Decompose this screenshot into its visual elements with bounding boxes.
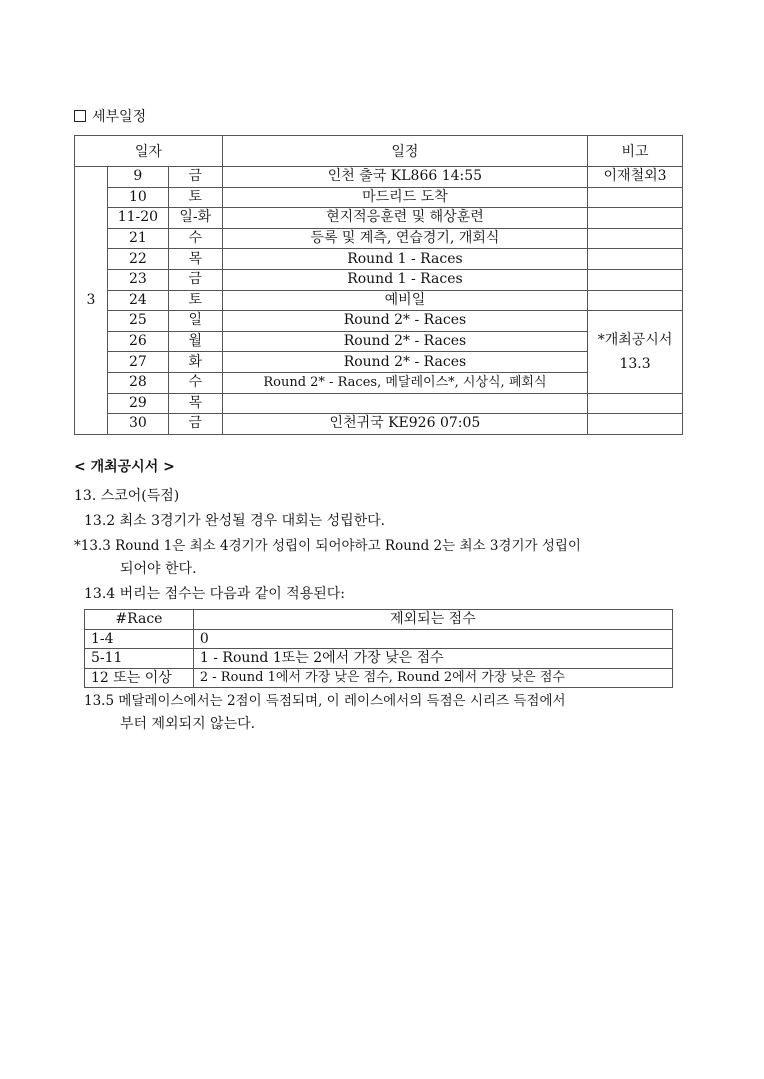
- section-13-4: 13.4 버리는 점수는 다음과 같이 적용된다:: [84, 586, 345, 602]
- month-cell: 3: [75, 167, 108, 435]
- day-cell: 29: [107, 393, 168, 414]
- weekday-cell: 수: [168, 228, 222, 249]
- weekday-cell: 일-화: [168, 208, 222, 229]
- event-cell: Round 2* - Races: [222, 331, 587, 352]
- weekday-cell: 금: [168, 414, 222, 435]
- header-date: 일자: [75, 136, 223, 167]
- weekday-cell: 목: [168, 393, 222, 414]
- table-row: [75, 414, 683, 435]
- race-count-cell: 5-11: [85, 649, 194, 669]
- race-count-cell: 1-4: [85, 629, 194, 649]
- table-row: [85, 629, 673, 649]
- day-cell: 24: [107, 290, 168, 311]
- day-cell: 27: [107, 352, 168, 373]
- section-heading: [74, 106, 146, 126]
- note-cell: [588, 269, 683, 290]
- weekday-cell: 목: [168, 249, 222, 270]
- day-cell: 30: [107, 414, 168, 435]
- event-cell: 현지적응훈련 및 해상훈련: [222, 208, 587, 229]
- event-cell: [222, 393, 587, 414]
- day-cell: 25: [107, 311, 168, 332]
- note-cell: [588, 228, 683, 249]
- day-cell: 11-20: [107, 208, 168, 229]
- table-row: [75, 249, 683, 270]
- day-cell: 21: [107, 228, 168, 249]
- event-cell: Round 2* - Races, 메달레이스*, 시상식, 폐회식: [222, 372, 587, 393]
- note-cell: [588, 393, 683, 414]
- merged-note-line1: *개최공시서: [597, 331, 673, 348]
- section-13-3-line2: 되어야 한다.: [120, 561, 197, 577]
- excluded-cell: 0: [193, 629, 672, 649]
- excluded-cell: 1 - Round 1또는 2에서 가장 낮은 점수: [193, 649, 672, 669]
- discard-header-row: [85, 610, 673, 630]
- checkbox-square-icon: [74, 110, 86, 122]
- weekday-cell: 금: [168, 167, 222, 188]
- note-cell: [588, 187, 683, 208]
- section-13-5-line1: 13.5 메달레이스에서는 2점이 득점되며, 이 레이스에서의 득점은 시리즈 득점에서: [84, 693, 566, 709]
- day-cell: 23: [107, 269, 168, 290]
- day-cell: 22: [107, 249, 168, 270]
- day-cell: 26: [107, 331, 168, 352]
- day-cell: 9: [107, 167, 168, 188]
- discard-table: [84, 609, 673, 688]
- weekday-cell: 토: [168, 187, 222, 208]
- table-row: [75, 167, 683, 188]
- day-cell: 10: [107, 187, 168, 208]
- event-cell: Round 1 - Races: [222, 269, 587, 290]
- header-excluded: 제외되는 점수: [193, 610, 672, 630]
- event-cell: Round 1 - Races: [222, 249, 587, 270]
- section-13-5-line2: 부터 제외되지 않는다.: [120, 716, 256, 732]
- section-13-3-line1: *13.3 Round 1은 최소 4경기가 성립이 되어야하고 Round 2는 최소 3경기가 성립이: [74, 538, 581, 554]
- note-cell: [588, 290, 683, 311]
- weekday-cell: 토: [168, 290, 222, 311]
- day-cell: 28: [107, 372, 168, 393]
- weekday-cell: 수: [168, 372, 222, 393]
- table-row: [85, 668, 673, 688]
- event-cell: Round 2* - Races: [222, 311, 587, 332]
- table-row: [75, 290, 683, 311]
- table-row: [75, 393, 683, 414]
- section-title: 세부일정: [92, 109, 147, 125]
- note-cell: [588, 208, 683, 229]
- event-cell: 예비일: [222, 290, 587, 311]
- table-row: [75, 228, 683, 249]
- event-cell: 등록 및 계측, 연습경기, 개회식: [222, 228, 587, 249]
- race-count-cell: 12 또는 이상: [85, 668, 194, 688]
- merged-note-line2: 13.3: [619, 355, 651, 372]
- weekday-cell: 화: [168, 352, 222, 373]
- event-cell: 마드리드 도착: [222, 187, 587, 208]
- note-cell: 이재철외3: [588, 167, 683, 188]
- note-cell: [588, 249, 683, 270]
- weekday-cell: 일: [168, 311, 222, 332]
- table-row: [75, 269, 683, 290]
- table-row: [85, 649, 673, 669]
- weekday-cell: 금: [168, 269, 222, 290]
- table-row: [75, 187, 683, 208]
- section-13: 13. 스코어(득점): [74, 488, 180, 504]
- header-schedule: 일정: [222, 136, 587, 167]
- event-cell: 인천귀국 KE926 07:05: [222, 414, 587, 435]
- notice-title: < 개최공시서 >: [74, 459, 175, 475]
- table-row: [75, 208, 683, 229]
- event-cell: Round 2* - Races: [222, 352, 587, 373]
- header-race: #Race: [85, 610, 194, 630]
- section-13-2: 13.2 최소 3경기가 완성될 경우 대회는 성립한다.: [84, 513, 386, 529]
- header-note: 비고: [588, 136, 683, 167]
- merged-note-cell: [588, 311, 683, 393]
- schedule-header-row: [75, 136, 683, 167]
- table-row: [75, 311, 683, 332]
- note-cell: [588, 414, 683, 435]
- excluded-cell: 2 - Round 1에서 가장 낮은 점수, Round 2에서 가장 낮은 점수: [193, 668, 672, 688]
- event-cell: 인천 출국 KL866 14:55: [222, 167, 587, 188]
- schedule-table: [74, 135, 683, 435]
- weekday-cell: 월: [168, 331, 222, 352]
